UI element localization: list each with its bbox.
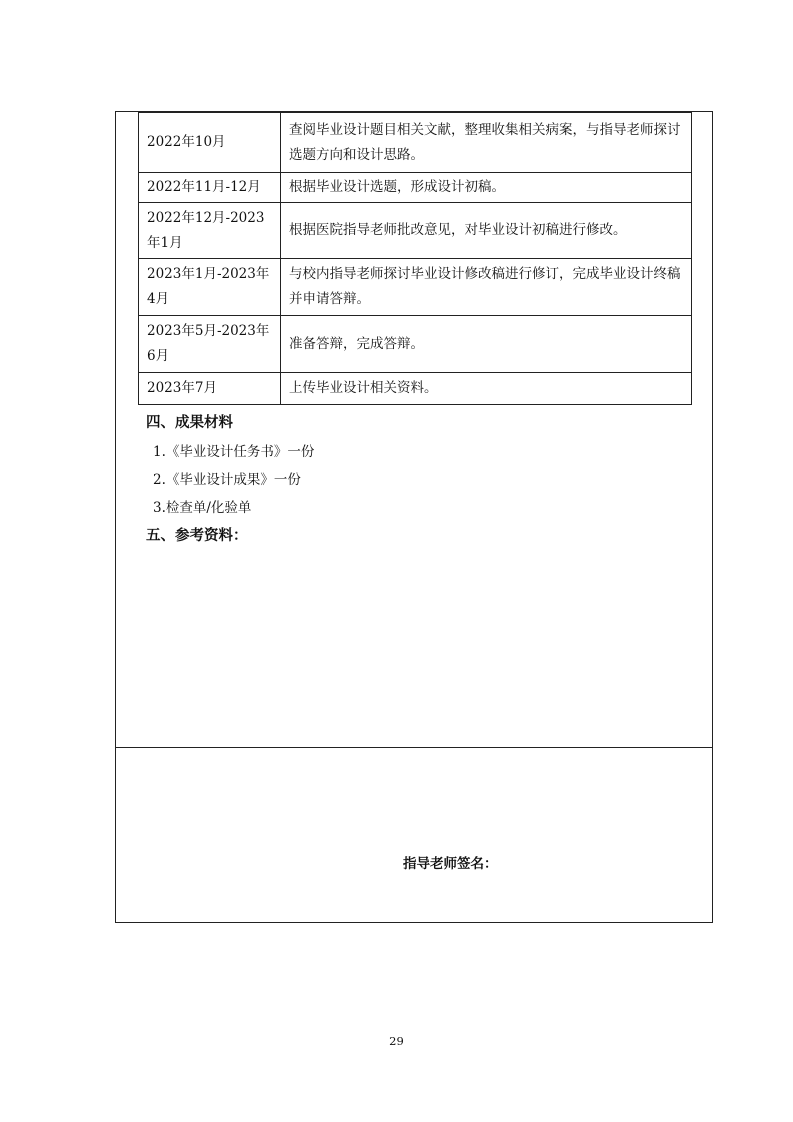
- form-frame: [115, 111, 713, 923]
- task-cell: 查阅毕业设计题目相关文献，整理收集相关病案，与指导老师探讨选题方向和设计思路。: [281, 113, 692, 173]
- material-item: 1.《毕业设计任务书》一份: [153, 444, 315, 460]
- table-row: [139, 173, 692, 203]
- table-row: [139, 259, 692, 316]
- material-item: 3.检查单/化验单: [153, 500, 252, 516]
- period-cell: 2023年5月-2023年6月: [139, 316, 281, 373]
- table-row: [139, 203, 692, 259]
- material-item: 2.《毕业设计成果》一份: [153, 472, 301, 488]
- task-cell: 与校内指导老师探讨毕业设计修改稿进行修订，完成毕业设计终稿并申请答辩。: [281, 259, 692, 316]
- section-4-heading: 四、成果材料: [146, 415, 233, 431]
- divider: [116, 747, 712, 748]
- schedule-table: [138, 112, 692, 405]
- table-row: [139, 373, 692, 405]
- signature-label: 指导老师签名：: [403, 856, 498, 872]
- table-row: [139, 316, 692, 373]
- table-row: [139, 113, 692, 173]
- period-cell: 2023年1月-2023年4月: [139, 259, 281, 316]
- task-cell: 根据医院指导老师批改意见，对毕业设计初稿进行修改。: [281, 203, 692, 259]
- task-cell: 准备答辩，完成答辩。: [281, 316, 692, 373]
- period-cell: 2022年12月-2023年1月: [139, 203, 281, 259]
- period-cell: 2023年7月: [139, 373, 281, 405]
- page-number: 29: [389, 1034, 404, 1048]
- section-5-heading: 五、参考资料：: [146, 528, 248, 544]
- task-cell: 上传毕业设计相关资料。: [281, 373, 692, 405]
- task-cell: 根据毕业设计选题，形成设计初稿。: [281, 173, 692, 203]
- period-cell: 2022年10月: [139, 113, 281, 173]
- period-cell: 2022年11月-12月: [139, 173, 281, 203]
